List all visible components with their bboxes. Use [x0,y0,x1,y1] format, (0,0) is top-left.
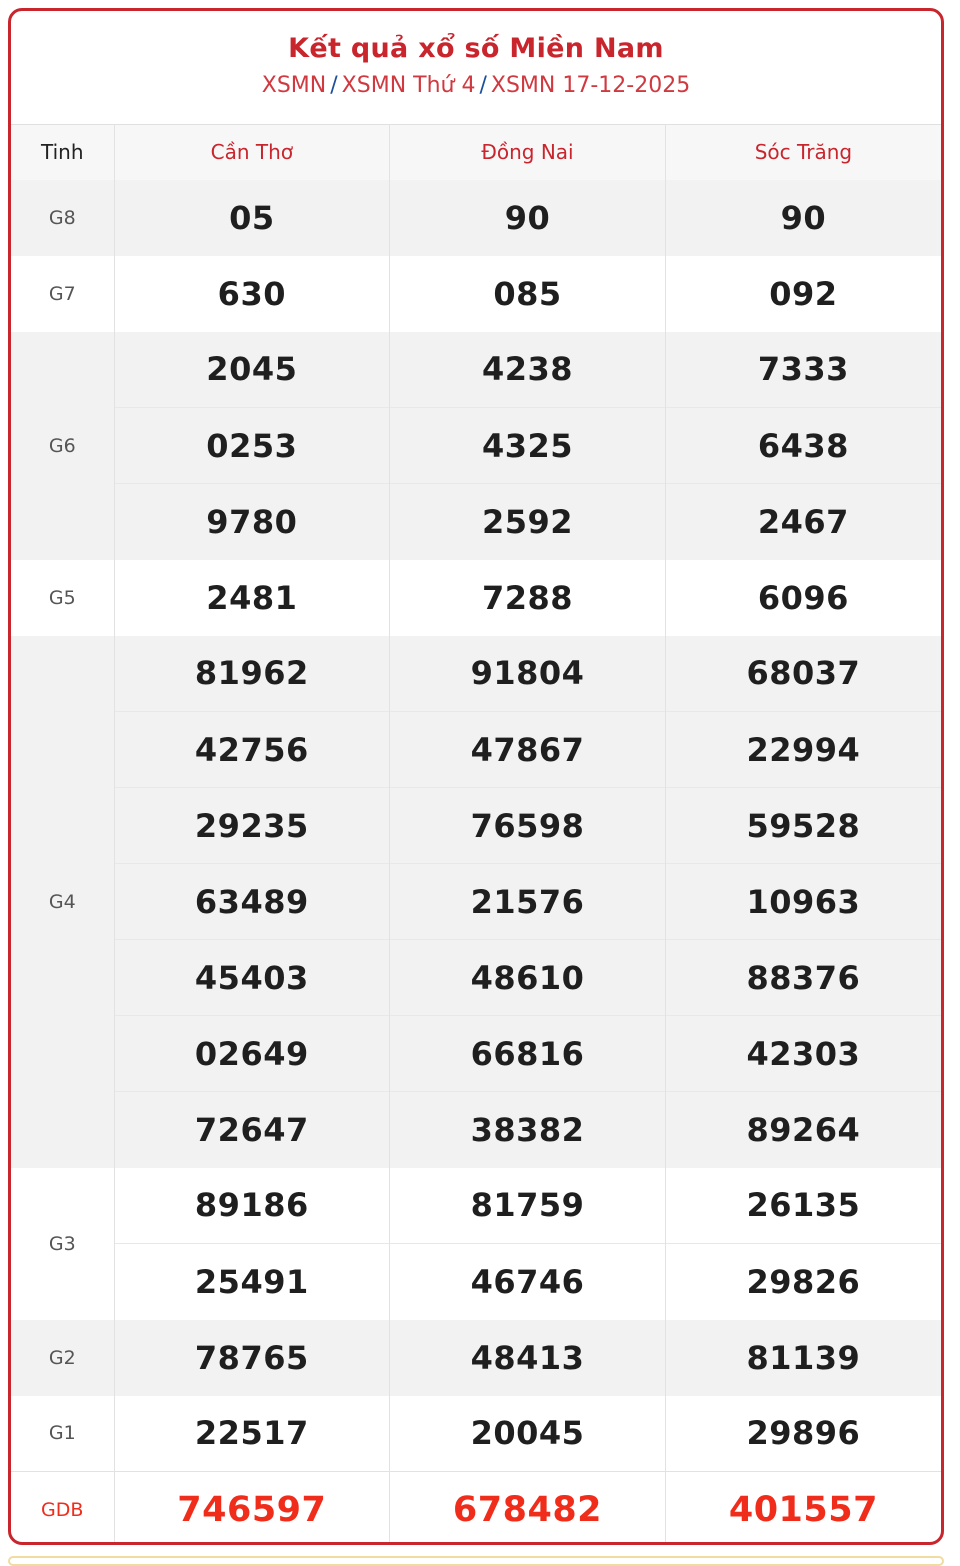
breadcrumb [11,73,941,98]
table-row [11,940,941,1016]
result-number: 401557 [665,1472,941,1546]
result-number: 72647 [114,1092,390,1168]
result-number: 21576 [390,864,666,940]
result-number: 38382 [390,1092,666,1168]
prize-label: G4 [11,636,114,1168]
result-number: 81759 [390,1168,666,1244]
table-row [11,864,941,940]
table-row [11,256,941,332]
result-number: 4325 [390,408,666,484]
result-number: 29896 [665,1396,941,1472]
result-number: 2045 [114,332,390,408]
table-row [11,1472,941,1546]
result-number: 746597 [114,1472,390,1546]
table-row [11,484,941,560]
result-number: 46746 [390,1244,666,1320]
breadcrumb-separator: / [479,73,487,98]
prize-column-header: Tinh [40,140,84,165]
result-number: 0253 [114,408,390,484]
result-number: 48413 [390,1320,666,1396]
results-table [11,124,941,1545]
result-number: 22517 [114,1396,390,1472]
prize-label: G2 [11,1320,114,1396]
result-number: 26135 [665,1168,941,1244]
result-number: 7288 [390,560,666,636]
table-row [11,1168,941,1244]
result-number: 42756 [114,712,390,788]
table-row [11,180,941,256]
result-number: 91804 [390,636,666,712]
result-number: 085 [390,256,666,332]
prize-label: G6 [11,332,114,560]
table-row [11,636,941,712]
result-number: 89186 [114,1168,390,1244]
table-row [11,408,941,484]
result-number: 90 [665,180,941,256]
result-number: 81962 [114,636,390,712]
breadcrumb-xsmn[interactable]: XSMN [261,73,327,98]
result-number: 630 [114,256,390,332]
results-body [11,180,941,1546]
table-row [11,712,941,788]
result-number: 89264 [665,1092,941,1168]
prize-label: G5 [48,586,76,609]
table-row [11,788,941,864]
result-number: 42303 [665,1016,941,1092]
result-number: 76598 [390,788,666,864]
page-title: Kết quả xổ số Miền Nam [288,33,664,64]
result-number: 02649 [114,1016,390,1092]
result-number: 678482 [390,1472,666,1546]
prize-label: G7 [48,282,76,305]
province-header[interactable]: Cần Thơ [114,125,390,180]
result-number: 29826 [665,1244,941,1320]
result-number: 2481 [114,560,390,636]
province-header[interactable]: Đồng Nai [390,125,666,180]
table-header-row [11,125,941,180]
result-number: 59528 [665,788,941,864]
result-number: 88376 [665,940,941,1016]
result-number: 2592 [390,484,666,560]
result-number: 63489 [114,864,390,940]
breadcrumb-xsmn-date[interactable]: XSMN 17-12-2025 [490,73,691,98]
prize-label: G3 [48,1232,76,1255]
results-card [8,8,944,1545]
breadcrumb-xsmn-weekday[interactable]: XSMN Thứ 4 [341,73,476,98]
result-number: 68037 [665,636,941,712]
result-number: 9780 [114,484,390,560]
result-number: 10963 [665,864,941,940]
table-row [11,1396,941,1472]
result-number: 48610 [390,940,666,1016]
result-number: 20045 [390,1396,666,1472]
result-number: 78765 [114,1320,390,1396]
table-row [11,1244,941,1320]
result-number: 45403 [114,940,390,1016]
result-number: 6096 [665,560,941,636]
table-row [11,332,941,408]
table-row [11,560,941,636]
result-number: 66816 [390,1016,666,1092]
prize-label: G1 [48,1422,76,1445]
table-row [11,1092,941,1168]
result-number: 4238 [390,332,666,408]
table-row [11,1016,941,1092]
province-header[interactable]: Sóc Trăng [665,125,941,180]
table-row [11,1320,941,1396]
result-number: 47867 [390,712,666,788]
result-number: 6438 [665,408,941,484]
results-header [11,11,941,124]
result-number: 22994 [665,712,941,788]
result-number: 29235 [114,788,390,864]
next-card-edge [8,1556,944,1566]
result-number: 7333 [665,332,941,408]
result-number: 2467 [665,484,941,560]
prize-label: GDB [11,1472,114,1546]
result-number: 05 [114,180,390,256]
result-number: 092 [665,256,941,332]
breadcrumb-separator: / [330,73,338,98]
result-number: 90 [390,180,666,256]
result-number: 25491 [114,1244,390,1320]
result-number: 81139 [665,1320,941,1396]
prize-label: G8 [11,180,114,256]
